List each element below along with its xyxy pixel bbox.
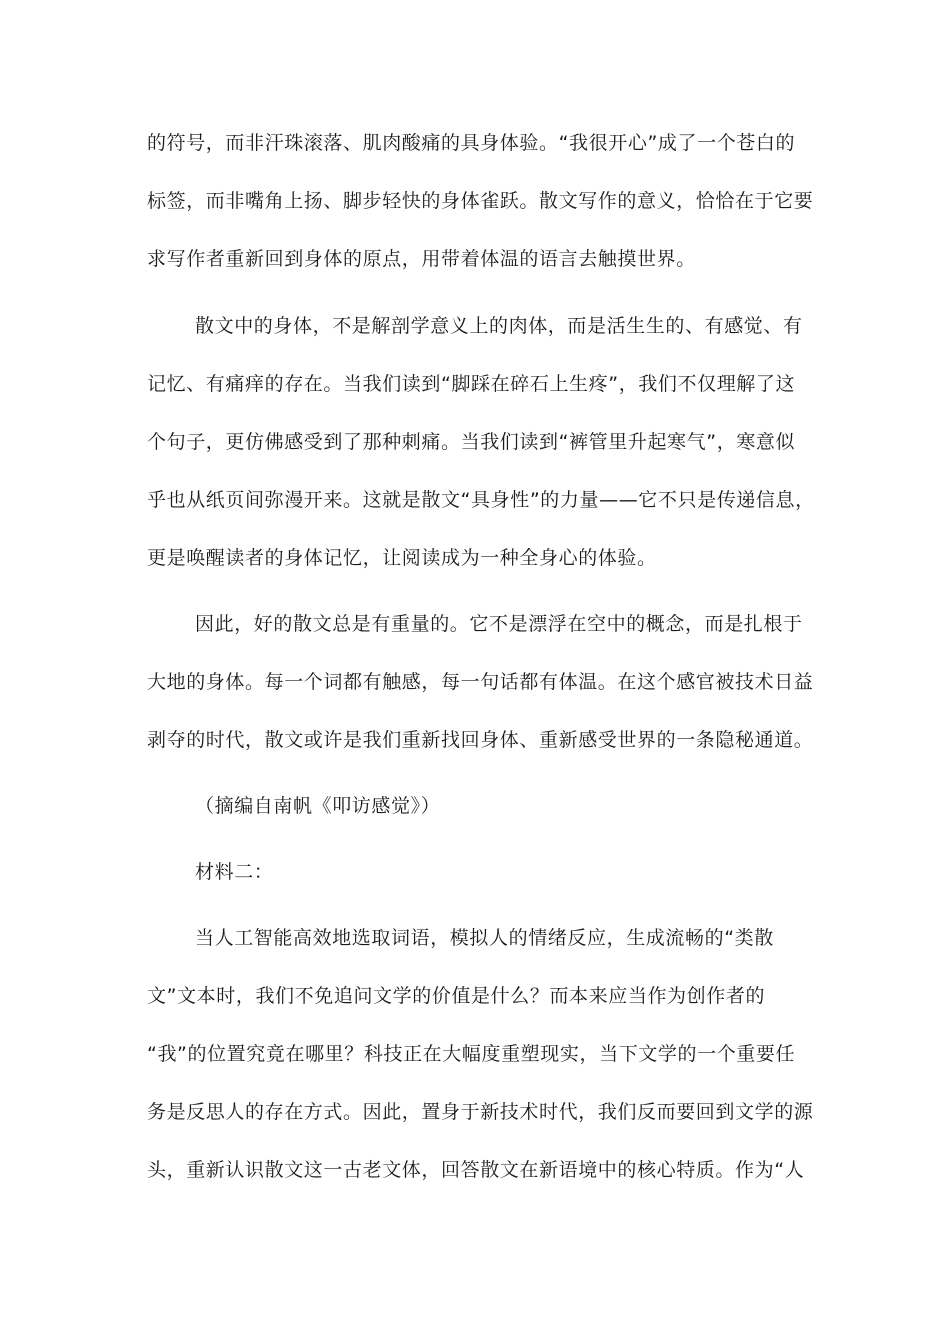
text-line: 记忆、有痛痒的存在。当我们读到“脚踩在碎石上生疼”，我们不仅理解了这 bbox=[147, 373, 796, 395]
text-line: 当人工智能高效地选取词语，模拟人的情绪反应，生成流畅的“类散 bbox=[195, 927, 774, 949]
text-line: 文”文本时，我们不免追问文学的价值是什么？而本来应当作为创作者的 bbox=[147, 985, 766, 1007]
text-line: 剥夺的时代，散文或许是我们重新找回身体、重新感受世界的一条隐秘通道。 bbox=[147, 729, 814, 751]
section-heading: 材料二： bbox=[195, 861, 274, 883]
text-line: “我”的位置究竟在哪里？科技正在大幅度重塑现实，当下文学的一个重要任 bbox=[147, 1043, 796, 1065]
text-line: 大地的身体。每一个词都有触感，每一句话都有体温。在这个感官被技术日益 bbox=[147, 671, 814, 693]
source-citation: （摘编自南帆《叩访感觉》） bbox=[195, 795, 441, 817]
text-line: 头，重新认识散文这一古老文体，回答散文在新语境中的核心特质。作为“人 bbox=[147, 1159, 805, 1181]
text-line: 务是反思人的存在方式。因此，置身于新技术时代，我们反而要回到文学的源 bbox=[147, 1101, 814, 1123]
text-line: 个句子，更仿佛感受到了那种刺痛。当我们读到“裤管里升起寒气”，寒意似 bbox=[147, 431, 796, 453]
text-line: 标签，而非嘴角上扬、脚步轻快的身体雀跃。散文写作的意义，恰恰在于它要 bbox=[147, 190, 814, 212]
text-line: 更是唤醒读者的身体记忆，让阅读成为一种全身心的体验。 bbox=[147, 547, 657, 569]
text-line: 乎也从纸页间弥漫开来。这就是散文“具身性”的力量——它不只是传递信息， bbox=[147, 489, 815, 511]
text-line: 求写作者重新回到身体的原点，用带着体温的语言去触摸世界。 bbox=[147, 248, 696, 270]
text-line: 因此，好的散文总是有重量的。它不是漂浮在空中的概念，而是扎根于 bbox=[195, 613, 803, 635]
text-line: 的符号，而非汗珠滚落、肌肉酸痛的具身体验。“我很开心”成了一个苍白的 bbox=[147, 132, 796, 154]
text-line: 散文中的身体，不是解剖学意义上的肉体，而是活生生的、有感觉、有 bbox=[195, 315, 803, 337]
